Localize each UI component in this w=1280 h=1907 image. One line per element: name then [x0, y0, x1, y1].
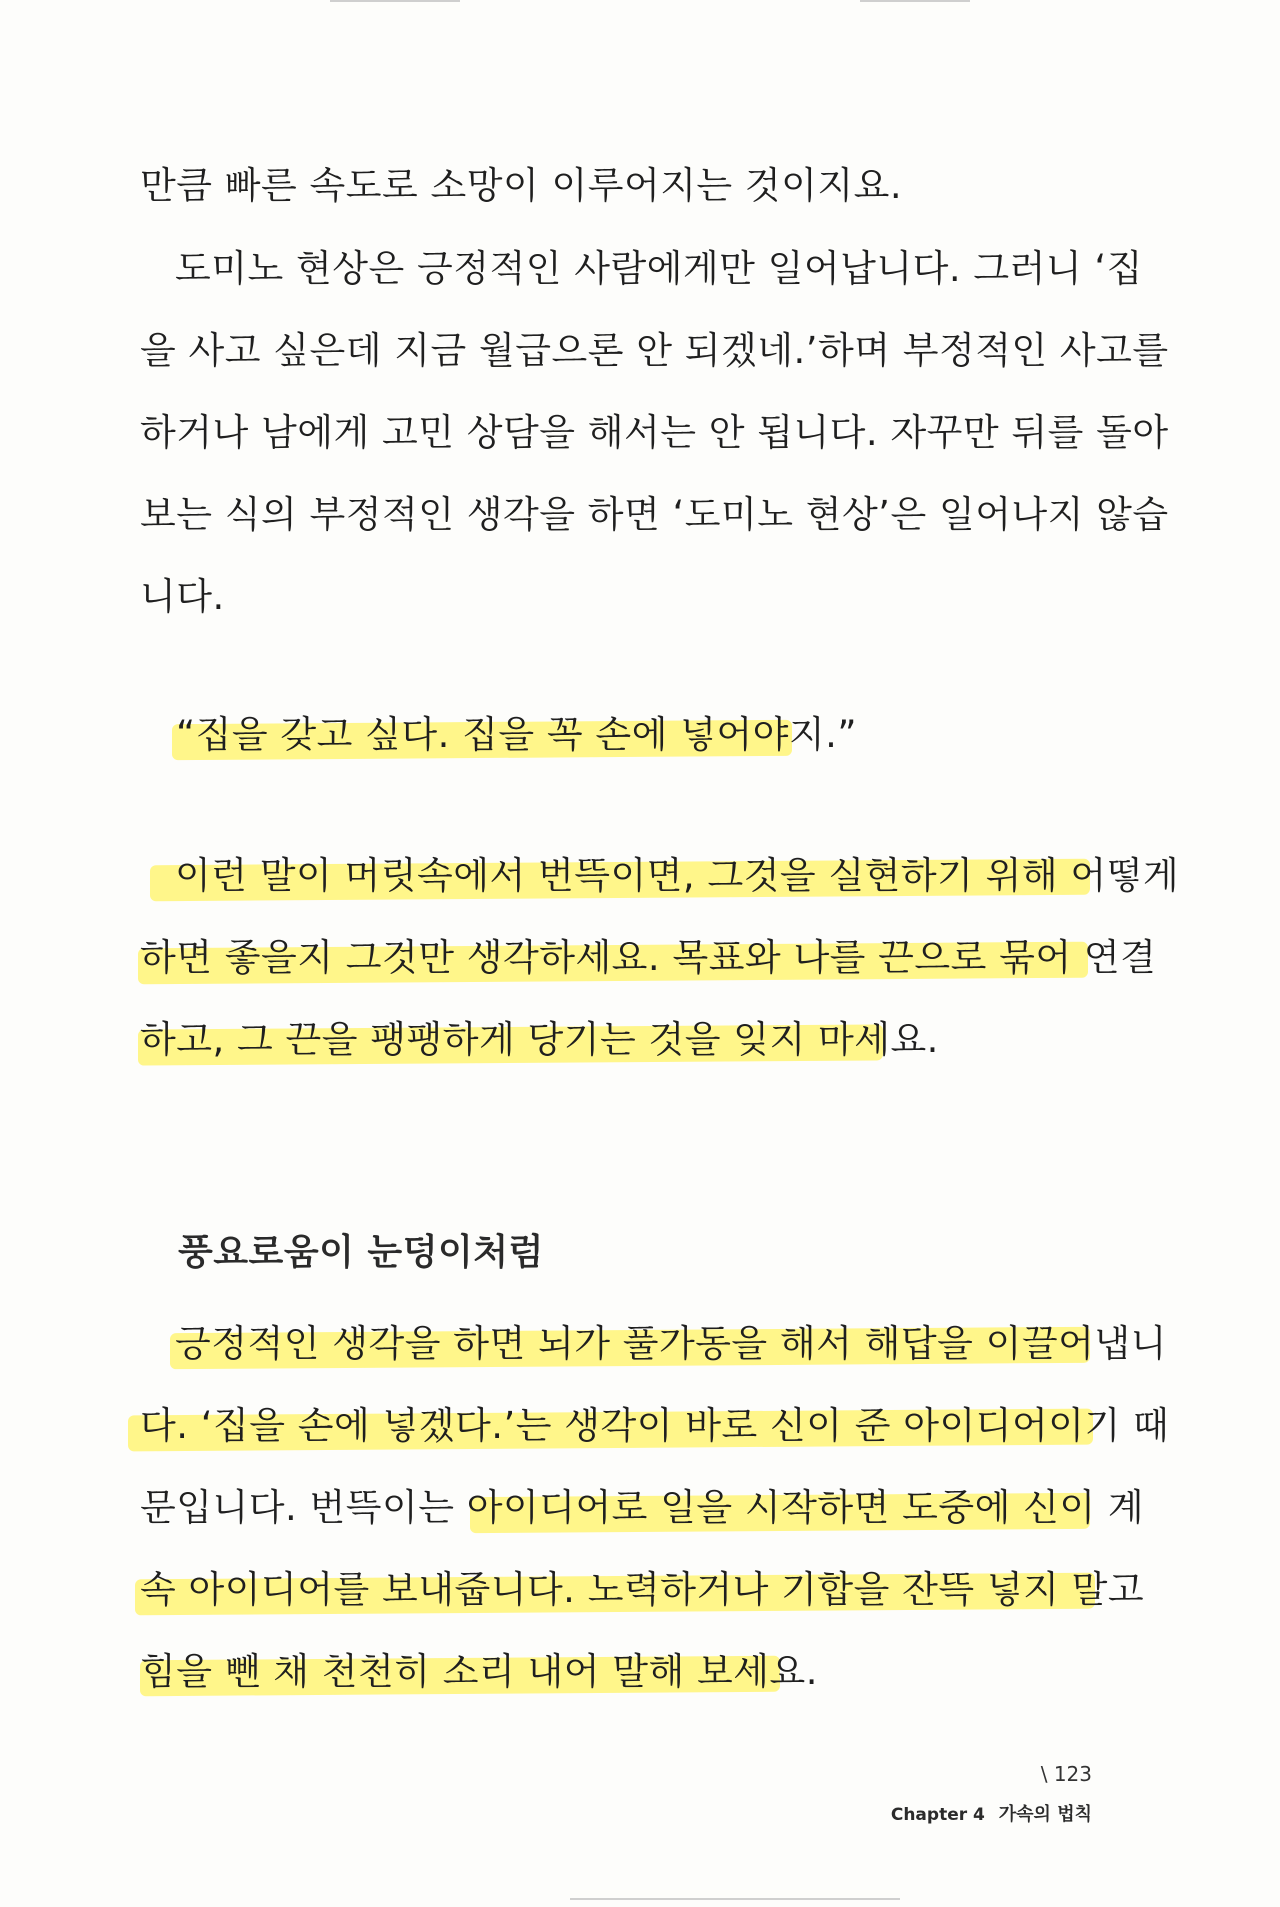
- bottom-edge-mark: [570, 1898, 900, 1900]
- body-line: 을 사고 싶은데 지금 월급으론 안 되겠네.’하며 부정적인 사고를: [140, 329, 1169, 372]
- body-line: 이런 말이 머릿속에서 번뜩이면, 그것을 실현하기 위해 어떻게: [175, 854, 1180, 897]
- section-heading: 풍요로움이 눈덩이처럼: [178, 1232, 544, 1273]
- body-line: 니다.: [140, 575, 225, 618]
- body-line: 보는 식의 부정적인 생각을 하면 ‘도미노 현상’은 일어나지 않습: [140, 493, 1169, 536]
- body-line: 문입니다. 번뜩이는 아이디어로 일을 시작하면 도중에 신이 계: [140, 1486, 1145, 1529]
- chapter-title: 가속의 법칙: [998, 1804, 1092, 1825]
- quote-line: “집을 갖고 싶다. 집을 꼭 손에 넣어야지.”: [176, 713, 858, 756]
- body-line: 다. ‘집을 손에 넣겠다.’는 생각이 바로 신이 준 아이디어이기 때: [140, 1404, 1170, 1447]
- body-line: 속 아이디어를 보내줍니다. 노력하거나 기합을 잔뜩 넣지 말고: [140, 1568, 1145, 1611]
- chapter-label: Chapter 4: [890, 1805, 985, 1825]
- body-line: 긍정적인 생각을 하면 뇌가 풀가동을 해서 해답을 이끌어냅니: [175, 1322, 1167, 1365]
- body-line: 하거나 남에게 고민 상담을 해서는 안 됩니다. 자꾸만 뒤를 돌아: [140, 411, 1169, 454]
- body-line: 하면 좋을지 그것만 생각하세요. 목표와 나를 끈으로 묶어 연결: [140, 936, 1157, 979]
- running-footer: [891, 1800, 1092, 1826]
- page-number: \ 123: [1040, 1762, 1092, 1786]
- top-edge-mark-left: [330, 0, 460, 2]
- body-line: 힘을 뺀 채 천천히 소리 내어 말해 보세요.: [140, 1650, 818, 1693]
- body-line: 하고, 그 끈을 팽팽하게 당기는 것을 잊지 마세요.: [140, 1018, 939, 1061]
- body-line: 만큼 빠른 속도로 소망이 이루어지는 것이지요.: [140, 164, 903, 207]
- top-edge-mark-right: [860, 0, 970, 2]
- body-line: 도미노 현상은 긍정적인 사람에게만 일어납니다. 그러니 ‘집: [175, 247, 1143, 290]
